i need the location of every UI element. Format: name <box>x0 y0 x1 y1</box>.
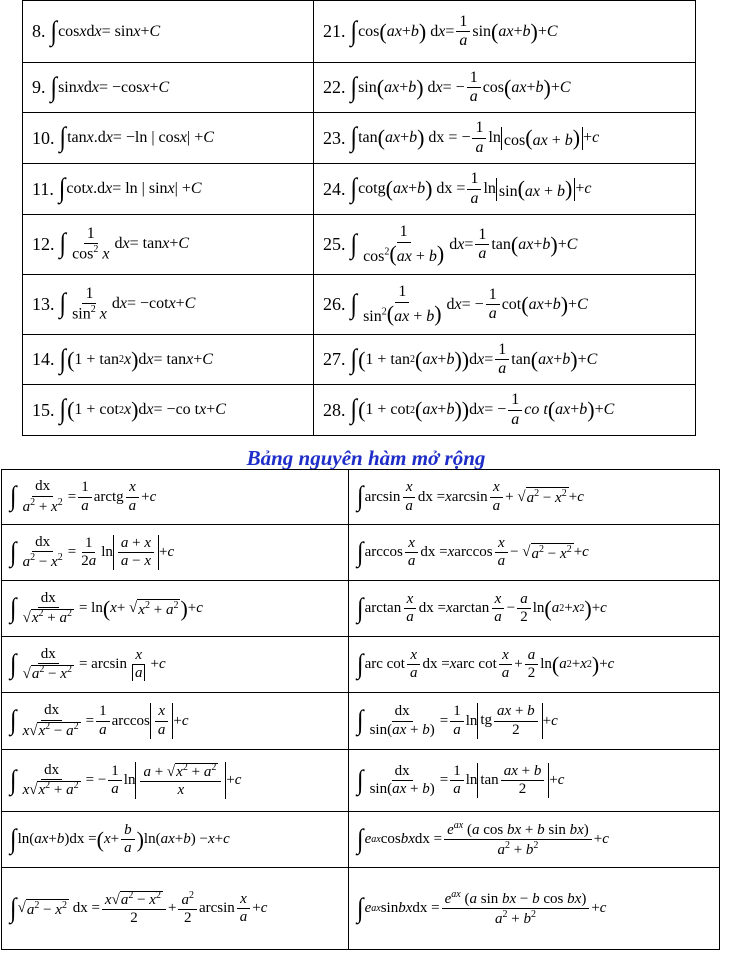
ext-formula-left-8: ∫ √ $a^2 - x^2$ dx = $\frac{x√a^2 - x^2}{2}$ + $\frac{a^2}{2}$ arcsin $\frac{x}{a}$ + c <box>2 868 349 950</box>
ext-formula-right-8: ∫ e ax sin bx dx = $\frac{e^{ax} (a \sin bx - b \cos bx)}{a^2 + b^2}$ + c <box>349 868 720 950</box>
ext-formula-left-4: ∫ $\frac{dx}{√a^2 - x^2}$ = arcsin $\frac{x}{a}$ + c <box>2 637 349 693</box>
formula-9: 9. ∫ sin x d x = −cos x + C <box>23 63 314 113</box>
formula-23: 23. ∫ tan ( ax + b ) dx = − $\frac{1}{a}$ ln cos(ax + b) + c <box>314 113 696 164</box>
formula-8: 8. ∫ cos x d x = sin x + C <box>23 1 314 63</box>
ext-formula-right-6: ∫ $\frac{dx}{\sin(ax + b)}$ = $\frac{1}{a}$ ln tan $\frac{ax + b}{2}$ + c <box>349 750 720 812</box>
ext-formula-right-2: ∫ arccos $\frac{x}{a}$ dx = x arccos $\frac{x}{a}$ − √ $a^2 - x^2$ + c <box>349 525 720 581</box>
ext-formula-left-1: ∫ $\frac{dx}{a^2 + x^2}$ = $\frac{1}{a}$ arctg $\frac{x}{a}$ + c <box>2 470 349 525</box>
formula-21: 21. ∫ cos ( ax + b ) d x = $\frac{1}{a}$ sin ( ax + b ) + C <box>314 1 696 63</box>
formula-22: 22. ∫ sin ( ax + b ) d x = − $\frac{1}{a}$ cos ( ax + b ) + C <box>314 63 696 113</box>
ext-formula-left-7: ∫ ln( ax + b )dx = ( x + $\frac{b}{a}$ ) ln( ax + b ) − x + c <box>2 812 349 868</box>
ext-formula-left-2: ∫ $\frac{dx}{a^2 - x^2}$ = $\frac{1}{2a}$ ln $\frac{a + x}{a - x}$ + c <box>2 525 349 581</box>
ext-formula-left-6: ∫ $\frac{dx}{x√x^2 + a^2}$ = − $\frac{1}{a}$ ln $\frac{a + √x^2 + a^2}{x}$ + c <box>2 750 349 812</box>
formula-27: 27. ∫ ( 1 + tan 2 ( ax + b )) d x = $\frac{1}{a}$ tan ( ax + b ) + C <box>314 335 696 385</box>
formula-28: 28. ∫ ( 1 + cot 2 ( ax + b )) d x = − $\frac{1}{a}$ co t ( ax + b ) + C <box>314 385 696 436</box>
formula-25: 25. ∫ $\frac{1}{\cos^2(ax + b)}$ d x = $\frac{1}{a}$ tan ( ax + b ) + C <box>314 215 696 275</box>
ext-formula-left-3: ∫ $\frac{dx}{√x^2 + a^2}$ = ln ( x + √ $x^2 + a^2$ ) + c <box>2 581 349 637</box>
ext-formula-right-4: ∫ arc cot $\frac{x}{a}$ dx = x arc cot $\frac{x}{a}$ + $\frac{a}{2}$ ln ( a 2 + x 2 ) + c <box>349 637 720 693</box>
ext-formula-right-7: ∫ e ax cos bx dx = $\frac{e^{ax} (a \cos bx + b \sin bx)}{a^2 + b^2}$ + c <box>349 812 720 868</box>
ext-formula-right-5: ∫ $\frac{dx}{\sin(ax + b)}$ = $\frac{1}{a}$ ln tg $\frac{ax + b}{2}$ + c <box>349 693 720 750</box>
ext-formula-right-1: ∫ arcsin $\frac{x}{a}$ dx = x arcsin $\frac{x}{a}$ + √ $a^2 - x^2$ + c <box>349 470 720 525</box>
formula-15: 15. ∫ ( 1 + cot 2 x ) d x = −co t x + C <box>23 385 314 436</box>
extended-integrals-table <box>1 469 720 950</box>
ext-formula-left-5: ∫ $\frac{dx}{x√x^2 - a^2}$ = $\frac{1}{a}$ arccos $\frac{x}{a}$ + c <box>2 693 349 750</box>
ext-formula-right-3: ∫ arctan $\frac{x}{a}$ dx = x arctan $\frac{x}{a}$ − $\frac{a}{2}$ ln ( a 2 + x 2 ) + c <box>349 581 720 637</box>
formula-24: 24. ∫ cotg ( ax + b ) dx = $\frac{1}{a}$ ln sin(ax + b) + c <box>314 164 696 215</box>
formula-13: 13. ∫ $\frac{1}{\sin^2 x}$ d x = −cot x + C <box>23 275 314 335</box>
basic-integrals-table <box>22 0 696 436</box>
formula-10: 10. ∫ tan x .d x = −ln | cos x | + C <box>23 113 314 164</box>
formula-14: 14. ∫ ( 1 + tan 2 x ) d x = tan x + C <box>23 335 314 385</box>
formula-12: 12. ∫ $\frac{1}{\cos^2 x}$ d x = tan x + C <box>23 215 314 275</box>
formula-11: 11. ∫ cot x .d x = ln | sin x | + C <box>23 164 314 215</box>
extended-table-title: Bảng nguyên hàm mở rộng <box>246 446 486 470</box>
formula-26: 26. ∫ $\frac{1}{\sin^2(ax + b)}$ d x = − $\frac{1}{a}$ cot ( ax + b ) + C <box>314 275 696 335</box>
